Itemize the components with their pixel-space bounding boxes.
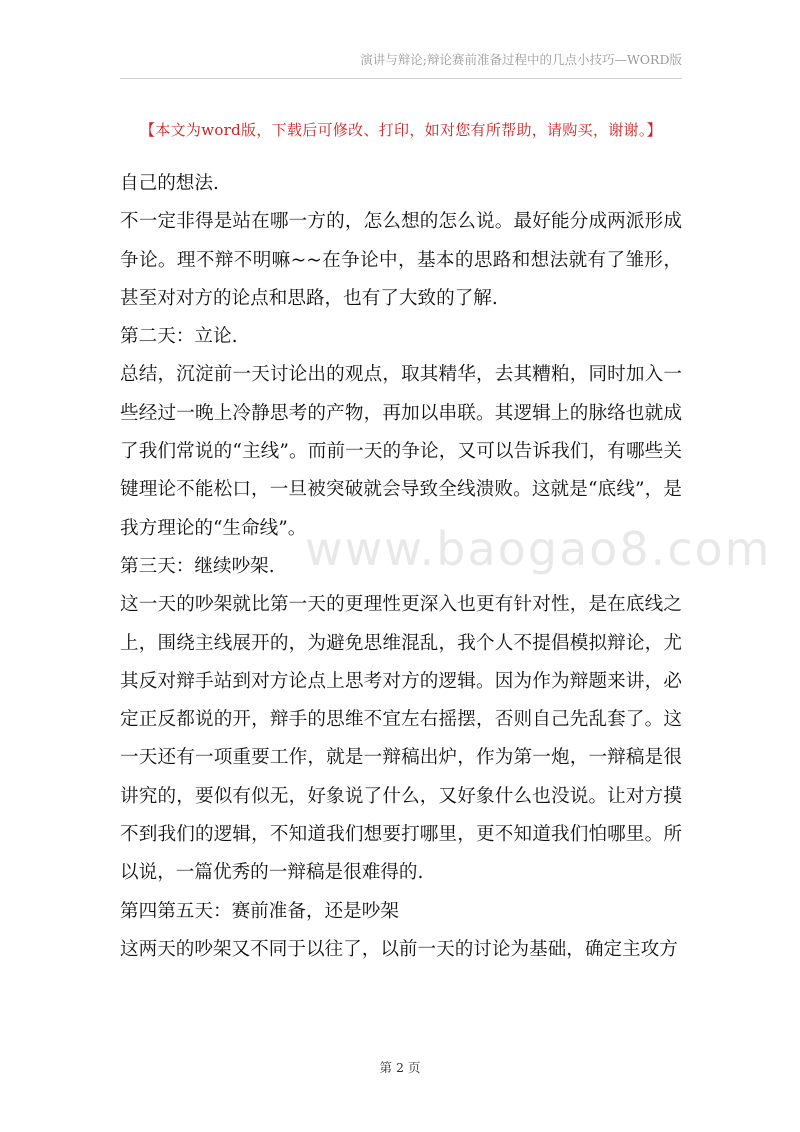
paragraph: 总结，沉淀前一天讨论出的观点，取其精华，去其糟粕，同时加入一些经过一晚上冷静思考的产物，再加以串联。其逻辑上的脉络也就成了我们常说的“主线”。而前一天的争论，又可以告诉我们，有哪些关键理论不能松口，一旦被突破就会导致全线溃败。这就是“底线”，是我方理论的“生命线”。 xyxy=(120,364,682,539)
paragraph: 这两天的吵架又不同于以往了，以前一天的讨论为基础，确定主攻方 xyxy=(120,938,678,960)
running-header: 演讲与辩论;辩论赛前准备过程中的几点小技巧—WORD版 xyxy=(360,52,682,67)
page-number: 第 2 页 xyxy=(379,1060,421,1075)
section-heading-day-four-five: 第四第五天：赛前准备，还是吵架 xyxy=(120,900,399,922)
watermark: www.baogao8.com xyxy=(305,522,772,576)
document-body xyxy=(120,165,682,969)
download-notice: 【本文为word版，下载后可修改、打印，如对您有所帮助，请购买，谢谢。】 xyxy=(140,121,662,139)
paragraph: 不一定非得是站在哪一方的，怎么想的怎么说。最好能分成两派形成争论。理不辩不明嘛~~在争论中，基本的思路和想法就有了雏形，甚至对对方的论点和思路，也有了大致的了解. xyxy=(120,211,682,309)
section-heading-day-two: 第二天：立论. xyxy=(120,326,238,348)
paragraph: 这一天的吵架就比第一天的更理性更深入也更有针对性，是在底线之上，围绕主线展开的，为避免思维混乱，我个人不提倡模拟辩论，尤其反对辩手站到对方论点上思考对方的逻辑。因为作为辩题来讲，必定正反都说的开，辩手的思维不宜左右摇摆，否则自己先乱套了。这一天还有一项重要工作，就是一辩稿出炉，作为第一炮，一辩稿是很讲究的，要似有似无，好象说了什么，又好象什么也没说。让对方摸不到我们的逻辑，不知道我们想要打哪里，更不知道我们怕哪里。所以说，一篇优秀的一辩稿是很难得的. xyxy=(120,594,682,884)
header-divider xyxy=(120,78,682,79)
paragraph: 自己的想法. xyxy=(120,173,219,194)
section-heading-day-three: 第三天：继续吵架. xyxy=(120,555,275,577)
